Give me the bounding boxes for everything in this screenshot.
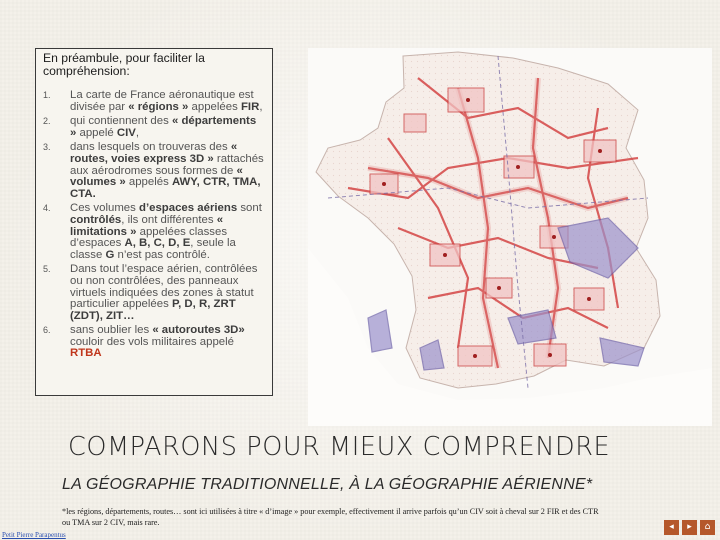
- sub-heading: LA GÉOGRAPHIE TRADITIONNELLE, À LA GÉOGRAPHIE AÉRIENNE*: [62, 476, 593, 493]
- point-highlight: G: [105, 248, 115, 261]
- point-text: sont: [237, 202, 262, 215]
- point-highlight: FIR: [240, 100, 260, 113]
- point-text: , ils ont différentes: [121, 213, 217, 226]
- preamble-box: [35, 48, 273, 396]
- point-number: 5.: [43, 264, 51, 275]
- preamble-intro: En préambule, pour faciliter la compréhension:: [43, 51, 205, 78]
- point-highlight: CIV: [116, 126, 136, 139]
- point-number: 2.: [43, 116, 51, 127]
- point-text: La carte de France aéronautique est divisée par: [70, 89, 254, 113]
- point-number: 3.: [43, 142, 51, 153]
- preamble-point: [43, 264, 265, 322]
- preamble-list: [43, 90, 265, 360]
- point-highlight: AWY, CTR, TMA, CTA.: [70, 176, 261, 200]
- chevron-right-icon: ▸: [687, 522, 692, 532]
- preamble-point: [43, 142, 265, 200]
- preamble-point: [43, 325, 265, 360]
- nav-prev-button[interactable]: [664, 520, 679, 535]
- nav-next-button[interactable]: [682, 520, 697, 535]
- point-highlight: RTBA: [70, 347, 102, 360]
- point-highlight: contrôlés: [70, 213, 122, 226]
- point-text: dans lesquels on trouveras des: [70, 141, 231, 154]
- point-highlight: « départements »: [70, 115, 257, 139]
- point-text: Dans tout l’espace aérien, contrôlées ou non contrôlées, des panneaux virtuels indiquées des zones à statut particulier appelées: [70, 263, 258, 311]
- point-text: ,: [135, 126, 140, 139]
- point-highlight: « routes, voies express 3D »: [70, 141, 238, 165]
- point-text: appelés: [125, 176, 172, 189]
- point-highlight: « limitations »: [70, 213, 224, 238]
- chevron-left-icon: ◂: [669, 522, 674, 532]
- point-number: 6.: [43, 325, 51, 336]
- point-highlight: d’espaces aériens: [139, 202, 238, 215]
- point-highlight: P, D, R, ZRT (ZDT), ZIT…: [70, 298, 236, 322]
- point-text: qui contiennent des: [70, 115, 172, 128]
- aeronautical-map: [308, 48, 712, 426]
- point-highlight: « volumes »: [70, 164, 243, 189]
- nav-home-button[interactable]: [700, 520, 715, 535]
- point-highlight: « régions »: [128, 100, 189, 113]
- point-text: rattachés aux aérodromes sous formes de: [70, 152, 264, 177]
- main-heading: COMPARONS POUR MIEUX COMPRENDRE: [68, 432, 611, 462]
- point-text: sans oublier les: [70, 324, 153, 337]
- point-highlight: « autoroutes 3D»: [152, 324, 245, 337]
- point-highlight: A, B, C, D, E: [124, 237, 191, 250]
- footnote: *les régions, départements, routes… sont ici utilisées à titre « d’image » pour exemple, effectivement il arrive parfois qu’un CIV soit à cheval sur 2 FIR et des CTR ou TMA sur 2 CIV, mais rare.: [62, 507, 599, 527]
- point-text: appelées: [188, 100, 241, 113]
- home-icon: ⌂: [704, 522, 711, 532]
- point-text: ,: [259, 100, 263, 113]
- point-number: 1.: [43, 90, 51, 100]
- point-text: n’est pas contrôlé.: [114, 248, 210, 261]
- preamble-point: [43, 203, 265, 261]
- preamble-point: [43, 90, 265, 113]
- slide-navigation: [664, 520, 715, 535]
- author-link[interactable]: Petit Pierre Parapentus: [2, 531, 66, 539]
- point-text: couloir des vols militaires appelé: [70, 335, 234, 348]
- point-text: Ces volumes: [70, 202, 140, 215]
- point-text: appelé: [76, 126, 117, 139]
- point-number: 4.: [43, 203, 51, 214]
- point-text: , seule la classe: [70, 237, 236, 261]
- point-text: appelées classes d’espaces: [70, 225, 228, 250]
- preamble-point: [43, 116, 265, 139]
